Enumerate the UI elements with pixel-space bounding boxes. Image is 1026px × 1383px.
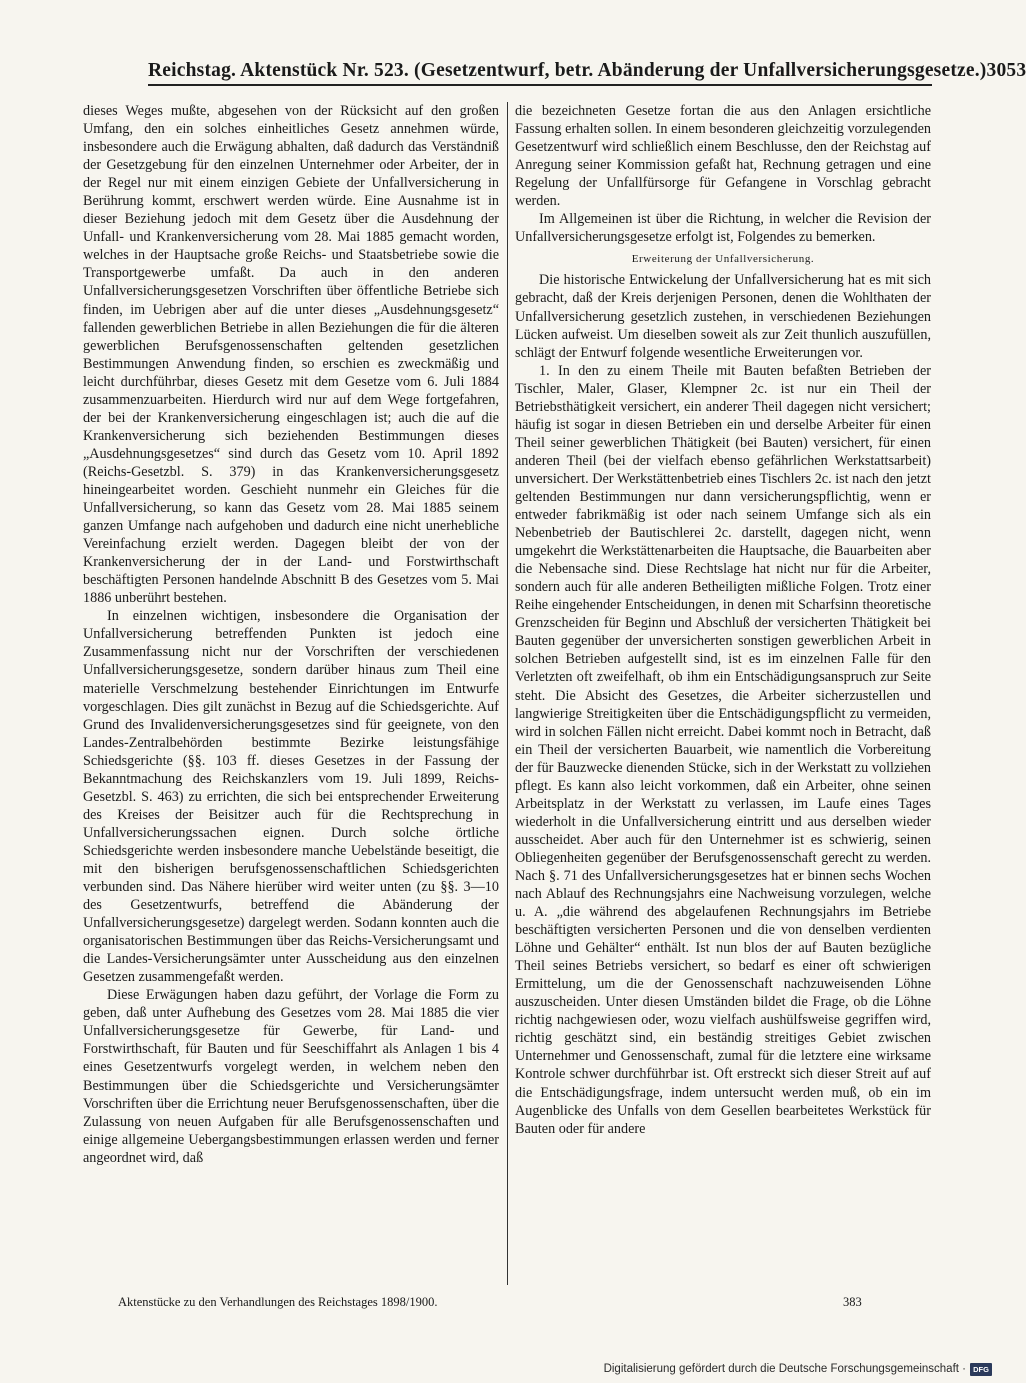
footer-source: Aktenstücke zu den Verhandlungen des Reichstages 1898/1900.: [118, 1295, 438, 1309]
left-column: [83, 102, 499, 1167]
header-title: Reichstag. Aktenstück Nr. 523. (Gesetzentwurf, betr. Abänderung der Unfallversicherungsgesetze.): [148, 60, 987, 81]
digitization-credit: [604, 1361, 992, 1377]
page-header: [148, 58, 1026, 86]
paragraph: Die historische Entwickelung der Unfallversicherung hat es mit sich gebracht, daß der Kreis derjenigen Personen, denen die Wohlthaten der Unfallversicherung gesetzlich zustehen, in verschiedenen Beziehungen Lücken aufweist. Um dieselben soweit als zur Zeit thunlich auszufüllen, schlägt der Entwurf folgende wesentliche Erweiterungen vor.: [515, 272, 931, 361]
paragraph: dieses Weges mußte, abgesehen von der Rücksicht auf den großen Umfang, den ein solches einheitliches Gesetz annehmen würde, insbesondere auch die Erwägung abhalten, daß dadurch das Verständniß der Gesetzgebung für den einzelnen Unternehmer oder Arbeiter, der in der Regel nur mit einem einzigen Gebiete der Unfallversicherung in Berührung kommt, erschwert werden würde. Eine Ausnahme ist in dieser Beziehung jedoch mit dem Gesetz über die Ausdehnung der Unfall- und Krankenversicherung vom 28. Mai 1885 gemacht worden, welches in der Hauptsache große Reichs- und Staatsbetriebe sowie die Transportgewerbe umfaßt. Da auch in den anderen Unfallversicherungsgesetzen Vorschriften über öffentliche Betriebe sich finden, im Uebrigen aber auf die unter dieses „Ausdehnungsgesetz“ fallenden gewerblichen Betriebe in allen Beziehungen die für die älteren gewerblichen Berufsgenossenschaften geltenden gesetzlichen Bestimmungen Anwendung finden, so erschien es zweckmäßig und leicht durchführbar, dieses Gesetz mit dem Gesetze vom 6. Juli 1884 zusammenzuarbeiten. Hierdurch wird nur auf dem Wege fortgefahren, der bei der Krankenversicherung eingeschlagen ist; auch die auf die Krankenversicherung sich beziehenden Bestimmungen dieses „Ausdehnungsgesetzes“ sind durch das Gesetz vom 10. April 1892 (Reichs-Gesetzbl. S. 379) in das Krankenversicherungsgesetz hineingearbeitet worden. Geschieht nunmehr ein Gleiches für die Unfallversicherung, so kann das Gesetz vom 28. Mai 1885 seinem ganzen Umfange nach aufgehoben und dadurch eine nicht unerhebliche Vereinfachung erzielt werden. Dagegen bleibt der von der Krankenversicherung der in der Land- und Forstwirthschaft beschäftigten Personen handelnde Abschnitt B des Gesetzes vom 5. Mai 1886 unberührt bestehen.: [83, 103, 499, 607]
paragraph: 1. In den zu einem Theile mit Bauten befaßten Betrieben der Tischler, Maler, Glaser, Klempner 2c. ist nur ein Theil der Betriebsthätigkeit versichert, ein anderer Theil dagegen nicht versichert; häufig ist sogar in diesen Betrieben ein und derselbe Arbeiter für einen Theil seiner gewerblichen Thätigkeit (bei Bauten) versichert, für einen anderen Theil (bei der vielfach ebenso gefährlichen Werkstattsarbeit) unversichert. Der Werkstättenbetrieb eines Tischlers 2c. ist nach den jetzt geltenden Bestimmungen nur dann versicherungspflichtig, wenn er entweder fabrikmäßig ist oder nach seinem Umfange sich als ein Nebenbetrieb der Bautischlerei 2c. darstellt, dagegen nicht, wenn umgekehrt die Werkstättenarbeiten die Hauptsache, die Bauarbeiten aber die Nebensache sind. Diese Rechtslage hat nicht nur für die Arbeiter, sondern auch für alle anderen Betheiligten mißliche Folgen. Trotz einer Reihe eingehender Entscheidungen, in denen mit Scharfsinn theoretische Grenzscheiden für Beginn und Abschluß der versicherten Thätigkeit bei Bauten gegenüber der unversicherten sonstigen gewerblichen Arbeit in solchen Betrieben aufgestellt sind, ist es im einzelnen Falle für den Verletzten oft zweifelhaft, ob ihm ein Entschädigungsanspruch zur Seite steht. Die Absicht des Gesetzes, die Arbeiter sicherzustellen und langwierige Streitigkeiten über die Entschädigungspflicht zu vermeiden, wird in solchen Fällen nicht erreicht. Dabei kommt noch in Betracht, daß ein Theil der versicherten Bauarbeit, wie namentlich die Vorbereitung der für Bauzwecke dienenden Stücke, sich in der Werkstatt zu vollziehen pflegt. Es kann also leicht vorkommen, daß ein Arbeiter, ohne seinen Arbeitsplatz in der Werkstatt zu verlassen, im Laufe eines Tages wiederholt in die Unfallversicherung eintritt und aus derselben wieder ausscheidet. Aber auch für den Unternehmer ist es schwierig, seinen Obliegenheiten gegenüber der Berufsgenossenschaft gerecht zu werden. Nach §. 71 des Unfallversicherungsgesetzes hat er binnen sechs Wochen nach Ablauf des Rechnungsjahrs eine Nachweisung vorzulegen, welche u. A. „die während des abgelaufenen Rechnungsjahrs im Betriebe beschäftigten versicherten Personen und die von denselben verdienten Löhne und Gehälter“ enthält. Ist nun blos der auf Bauten bezügliche Theil seines Betriebs versichert, so bedarf es einer oft schwierigen Ermittelung, um die der Genossenschaft nachzuweisenden Löhne auszuscheiden. Unter diesen Umständen bildet die Frage, ob die Löhne richtig nachgewiesen oder, wozu vielfach aushülfsweise gegriffen wird, richtig geschätzt sind, ein beständig streitiges Gebiet zwischen Unternehmer und Genossenschaft, zumal für die letztere eine wirksame Kontrole schwer durchführbar ist. Oft erstreckt sich dieser Streit auf auf die Entschädigungsfrage, indem untersucht werden muß, ob ein im Augenblicke des Unfalls von dem Gesellen bearbeitetes Werkstück für Bauten oder für andere: [515, 362, 931, 1137]
header-page-number: 3053: [986, 60, 1026, 81]
paragraph: Diese Erwägungen haben dazu geführt, der Vorlage die Form zu geben, daß unter Aufhebung des Gesetzes vom 28. Mai 1885 die vier Unfallversicherungsgesetze für Gewerbe, für Land- und Forstwirthschaft, für Bauten und für Seeschiffahrt als Anlagen 1 bis 4 eines Gesetzentwurfs vorgelegt werden, in welchem neben den Bestimmungen über die Schiedsgerichte und Versicherungsämter Vorschriften über die Errichtung neuer Berufsgenossenschaften, über die Zulassung von neuen Aufgaben für alle Berufsgenossenschaften und einige allgemeine Uebergangsbestimmungen erlassen werden und ferner angeordnet wird, daß: [83, 987, 499, 1166]
credit-text: Digitalisierung gefördert durch die Deutsche Forschungsgemeinschaft ·: [603, 1363, 966, 1375]
section-heading: Erweiterung der Unfallversicherung.: [631, 253, 815, 266]
paragraph: die bezeichneten Gesetze fortan die aus den Anlagen ersichtliche Fassung erhalten sollen. In einem besonderen gleichzeitig vorzulegenden Gesetzentwurf wird schließlich einem Beschlusse, den der Reichstag auf Anregung seiner Kommission gefaßt hat, Rechnung getragen und eine Regelung der Unfallfürsorge für Gefangene in Vorschlag gebracht werden.: [515, 103, 931, 210]
paragraph: In einzelnen wichtigen, insbesondere die Organisation der Unfallversicherung betreffenden Punkten ist jedoch eine Zusammenfassung nicht nur der Vorschriften der verschiedenen Unfallversicherungsgesetze, sondern darüber hinaus zum Theil eine materielle Verschmelzung bestehender Einrichtungen im Entwurfe vorgeschlagen. Dies gilt zunächst in Bezug auf die Schiedsgerichte. Auf Grund des Invalidenversicherungsgesetzes sind für geeignete, von den Landes-Zentralbehörden bestimmte Bezirke leistungsfähige Schiedsgerichte (§§. 103 ff. dieses Gesetzes in der Fassung der Bekanntmachung des Reichskanzlers vom 19. Juli 1899, Reichs-Gesetzbl. S. 463) zu errichten, die sich bei entsprechender Erweiterung des Kreises der Beisitzer auch für die Rechtsprechung in Unfallversicherungssachen eignen. Durch solche örtliche Schiedsgerichte werden insbesondere manche Uebelstände beseitigt, die mit den bisherigen berufsgenossenschaftlichen Schiedsgerichten verbunden sind. Das Nähere hierüber wird weiter unten (zu §§. 3—10 des Gesetzentwurfs, betreffend die Abänderung der Unfallversicherungsgesetze) dargelegt werden. Sodann konnten auch die organisatorischen Bestimmungen über das Reichs-Versicherungsamt und die Landes-Versicherungsämter unter Ausscheidung aus den einzelnen Gesetzen zusammengefaßt werden.: [83, 608, 499, 986]
footer-page-number: 383: [843, 1295, 862, 1309]
column-divider: [507, 102, 508, 1285]
dfg-logo-icon: DFG: [970, 1363, 992, 1376]
paragraph: Im Allgemeinen ist über die Richtung, in welcher die Revision der Unfallversicherungsgesetze erfolgt ist, Folgendes zu bemerken.: [515, 211, 931, 246]
right-column: [515, 102, 931, 1138]
